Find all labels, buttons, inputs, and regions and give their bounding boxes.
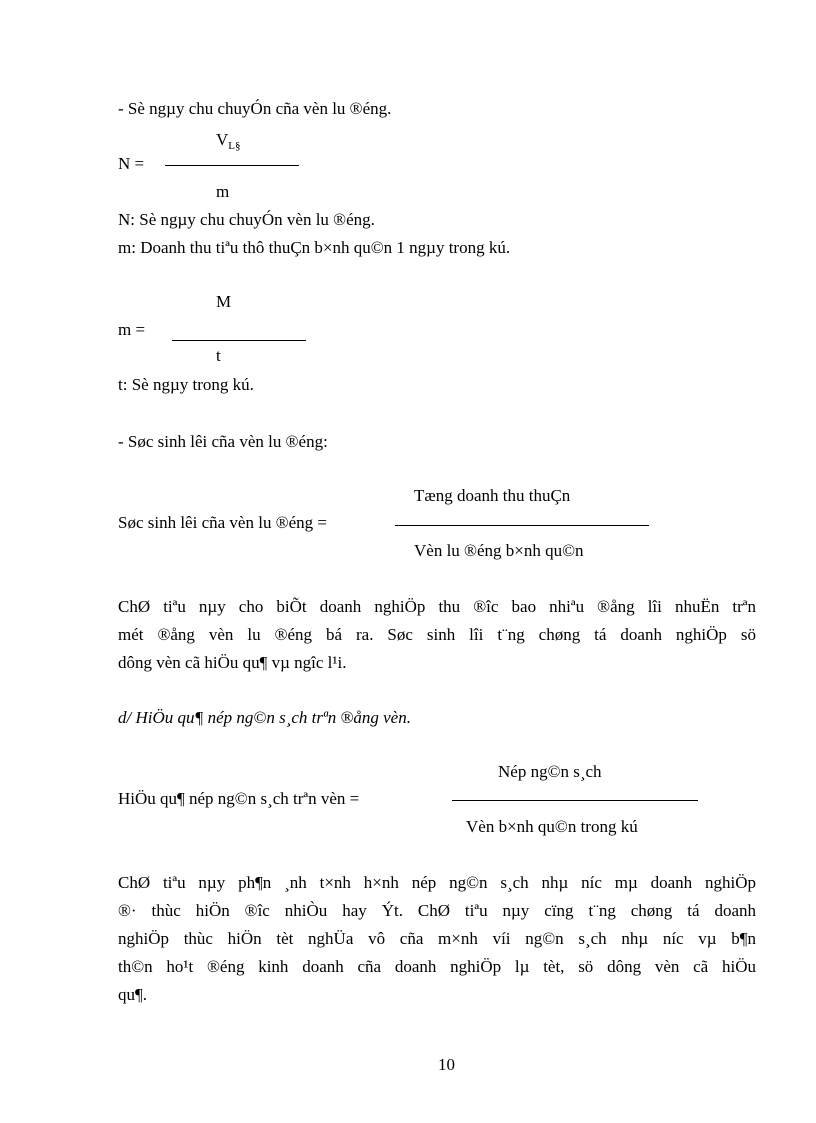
turnover-lhs: N = bbox=[118, 154, 145, 173]
turnover-numerator-sub: L§ bbox=[228, 140, 241, 152]
profit-fraction-bar bbox=[395, 525, 649, 526]
profit-paragraph-line: mét ®ång vèn lu ®éng bá ra. Søc sinh lîi t¨ng chøng tá doanh nghiÖp sö bbox=[118, 625, 756, 644]
turnover-bullet: - Sè ngµy chu chuyÓn cña vèn lu ®éng. bbox=[118, 99, 392, 118]
profit-numerator: Tæng doanh thu thuÇn bbox=[414, 486, 571, 505]
profit-bullet: - Søc sinh lêi cña vèn lu ®éng: bbox=[118, 432, 328, 451]
budget-paragraph-line: th©n ho¹t ®éng kinh doanh cña doanh nghiÖp lµ tèt, sö dông vèn cã hiÖu bbox=[118, 957, 756, 976]
budget-paragraph-line: qu¶. bbox=[118, 985, 147, 1004]
turnover-numerator bbox=[216, 130, 241, 156]
budget-paragraph-line: nghiÖp thùc hiÖn tèt nghÜa vô cña m×nh víi ng©n s¸ch nhµ níc vµ b¶n bbox=[118, 929, 756, 948]
budget-heading: d/ HiÖu qu¶ nép ng©n s¸ch trªn ®ång vèn. bbox=[118, 708, 411, 727]
page-number: 10 bbox=[438, 1055, 455, 1074]
profit-paragraph-line: dông vèn cã hiÖu qu¶ vµ ngîc l¹i. bbox=[118, 653, 347, 672]
budget-paragraph-line: ®· thùc hiÖn ®îc nhiÒu hay Ýt. ChØ tiªu nµy cïng t¨ng chøng tá doanh bbox=[118, 901, 756, 920]
turnover-fraction-bar bbox=[165, 165, 299, 166]
turnover-denominator: m bbox=[216, 182, 230, 201]
m-lhs: m = bbox=[118, 320, 146, 339]
budget-numerator: Nép ng©n s¸ch bbox=[498, 762, 602, 781]
m-fraction-bar bbox=[172, 340, 306, 341]
budget-denominator: Vèn b×nh qu©n trong kú bbox=[466, 817, 638, 836]
budget-paragraph-line: ChØ tiªu nµy ph¶n ¸nh t×nh h×nh nép ng©n s¸ch nhµ níc mµ doanh nghiÖp bbox=[118, 873, 756, 892]
profit-lhs: Søc sinh lêi cña vèn lu ®éng = bbox=[118, 513, 327, 532]
turnover-def-m: m: Doanh thu tiªu thô thuÇn b×nh qu©n 1 ngµy trong kú. bbox=[118, 238, 511, 257]
turnover-numerator-main: V bbox=[216, 130, 229, 149]
turnover-def-n: N: Sè ngµy chu chuyÓn vèn lu ®éng. bbox=[118, 210, 375, 229]
profit-paragraph-line: ChØ tiªu nµy cho biÕt doanh nghiÖp thu ®îc bao nhiªu ®ång lîi nhuËn trªn bbox=[118, 597, 756, 616]
m-numerator: M bbox=[216, 292, 232, 311]
budget-fraction-bar bbox=[452, 800, 698, 801]
m-def-t: t: Sè ngµy trong kú. bbox=[118, 375, 254, 394]
m-denominator: t bbox=[216, 346, 221, 365]
budget-lhs: HiÖu qu¶ nép ng©n s¸ch trªn vèn = bbox=[118, 789, 360, 808]
profit-denominator: Vèn lu ®éng b×nh qu©n bbox=[414, 541, 584, 560]
